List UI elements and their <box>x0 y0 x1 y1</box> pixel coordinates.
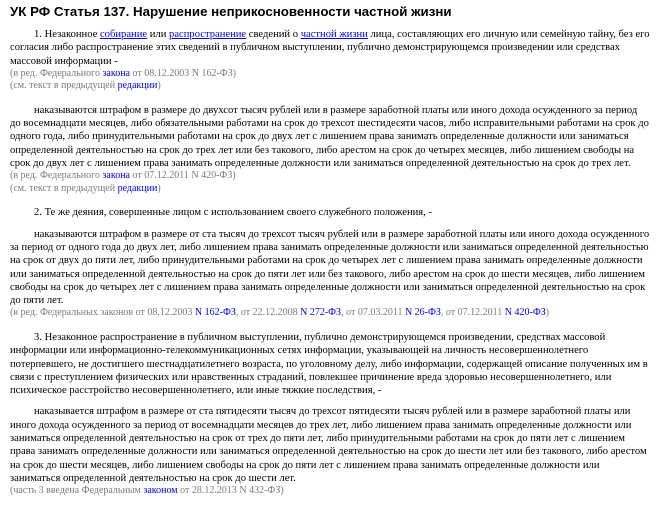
text: от 07.12.2011 N 420-ФЗ) <box>130 170 236 182</box>
text: , от 07.03.2011 <box>341 307 405 319</box>
text: ) <box>545 307 550 319</box>
text: , от 07.12.2011 <box>440 307 505 319</box>
text: , от 22.12.2008 <box>235 307 301 319</box>
text: от 08.12.2003 N 162-ФЗ) <box>130 67 237 79</box>
text: лица, составляющих его личную или семейную тайну, без его согласия либо распространение этих сведений в публичном выступлении, публично демонстрирующемся произведении или средствах массовой информации - <box>10 29 650 67</box>
amendment-note <box>10 68 650 81</box>
text: или <box>147 29 170 40</box>
text: ) <box>157 80 161 92</box>
amendment-note <box>10 485 650 498</box>
link-sobiranie[interactable]: собирание <box>99 29 148 40</box>
previous-edition-note <box>10 80 650 93</box>
link-rasprostranenie[interactable]: распространение <box>169 29 247 40</box>
link-previous-edition[interactable]: редакции <box>117 80 158 92</box>
link-law-272[interactable]: N 272-ФЗ <box>300 307 342 319</box>
page-title: УК РФ Статья 137. Нарушение неприкосновенности частной жизни <box>10 4 452 19</box>
text: от 28.12.2013 N 432-ФЗ) <box>177 485 284 497</box>
link-law-2011[interactable]: закона <box>102 170 130 182</box>
text: (в ред. Федеральных законов от 08.12.2003 <box>10 307 195 319</box>
paragraph-penalty-3: наказывается штрафом в размере от ста пятидесяти тысяч до трехсот пятидесяти тысяч рублей или в размере заработной платы или иного дохода осужденного за период от восемнадцати месяцев до трех лет, либо лишением права занимать определенные должности или заниматься определенной деятельностью на срок от трех до пяти лет, либо принудительными работами на срок до пяти лет с лишением права занимать определенные должности или заниматься определенной деятельностью на срок до шести лет или без такового, либо арестом на срок до шести месяцев, либо лишением свободы на срок до пяти лет с лишением права занимать определенные должности или заниматься определенной деятельностью на срок до шести лет. <box>10 406 647 484</box>
text: (в ред. Федерального <box>10 170 103 182</box>
paragraph-part-2: 2. Те же деяния, совершенные лицом с использованием своего служебного положения, - <box>34 207 432 219</box>
amendment-note <box>10 170 650 183</box>
text: (часть 3 введена Федеральным <box>10 485 144 497</box>
link-law-26[interactable]: N 26-ФЗ <box>404 307 441 319</box>
paragraph-penalty-2: наказываются штрафом в размере от ста тысяч до трехсот тысяч рублей или в размере заработной платы или иного дохода осужденного за период от одного года до двух лет, либо лишением права занимать определенные должности или заниматься определенной деятельностью на срок от двух до пяти лет, либо принудительными работами на срок до четырех лет с лишением права занимать определенные должности или заниматься определенной деятельностью на срок до пяти лет или без такового, либо арестом на срок до шести месяцев, либо лишением свободы на срок до четырех лет с лишением права занимать определенные должности или заниматься определенной деятельностью на срок до пяти лет. <box>10 228 650 307</box>
link-law-162[interactable]: N 162-ФЗ <box>194 307 236 319</box>
paragraph-part-3: 3. Незаконное распространение в публичном выступлении, публично демонстрирующемся произведении, средствах массовой информации или информационно-телекоммуникационных сетях информации, указывающей на личность несовершеннолетнего потерпевшего, не достигшего шестнадцатилетнего возраста, по уголовному делу, либо информации, содержащей описание полученных им в связи с преступлением физических или нравственных страданий, повлекшее причинение вреда здоровью несовершеннолетнего, или психическое расстройство несовершеннолетнего, или иные тяжкие последствия, - <box>10 331 648 397</box>
link-law-2003[interactable]: закона <box>102 67 130 79</box>
text: (см. текст в предыдущей <box>10 182 118 194</box>
text: (в ред. Федерального <box>10 67 103 79</box>
link-previous-edition[interactable]: редакции <box>117 182 158 194</box>
text: (см. текст в предыдущей <box>10 80 118 92</box>
text: сведений о <box>246 29 301 40</box>
link-chastnaya-zhizn[interactable]: частной жизни <box>300 29 368 40</box>
paragraph-part-1 <box>10 28 650 68</box>
text: ) <box>157 182 161 194</box>
amendment-note <box>10 307 650 320</box>
link-law-2013[interactable]: законом <box>143 485 178 497</box>
paragraph-penalty-1: наказываются штрафом в размере до двухсот тысяч рублей или в размере заработной платы или иного дохода осужденного за период до восемнадцати месяцев, либо обязательными работами на срок до трехсот шестидесяти часов, либо исправительными работами на срок до одного года, либо принудительными работами на срок до двух лет с лишением права занимать определенные должности или заниматься определенной деятельностью на срок до трех лет или без такового, либо арестом на срок до четырех месяцев, либо лишением свободы на срок до двух лет с лишением права занимать определенные должности или заниматься определенной деятельностью на срок до трех лет. <box>10 104 649 170</box>
document <box>10 4 650 498</box>
previous-edition-note <box>10 183 650 196</box>
link-law-420[interactable]: N 420-ФЗ <box>504 307 546 319</box>
text: 1. Незаконное <box>34 29 100 40</box>
